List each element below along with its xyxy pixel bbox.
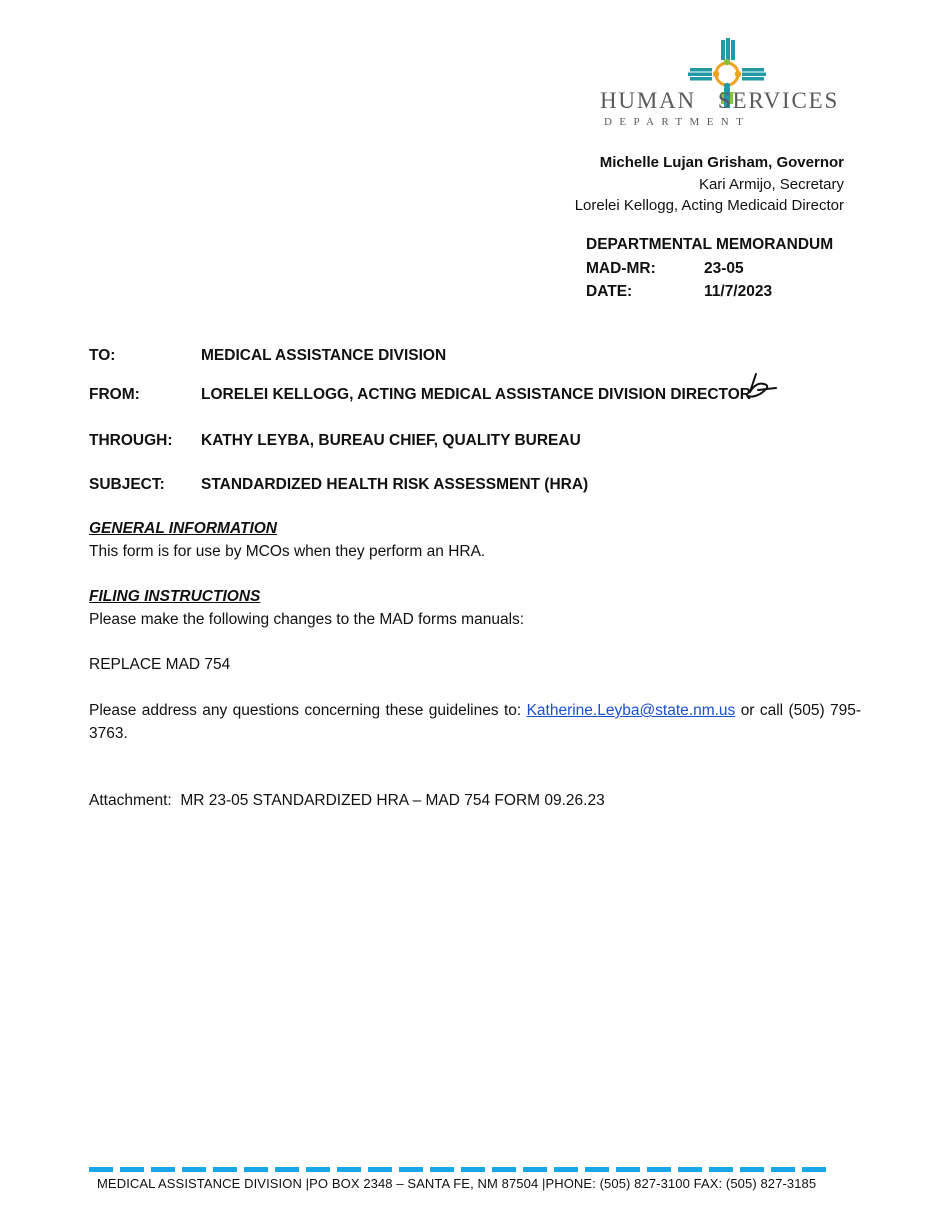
to-label: TO: [89, 347, 116, 364]
memo-number-value: 23-05 [704, 259, 744, 277]
through-value: KATHY LEYBA, BUREAU CHIEF, QUALITY BUREAU [201, 432, 581, 449]
through-field [89, 432, 581, 450]
memo-date-value: 11/7/2023 [704, 283, 773, 300]
subject-label: SUBJECT: [89, 476, 165, 493]
from-label: FROM: [89, 386, 140, 403]
memo-number-row [586, 257, 833, 281]
filing-text: Please make the following changes to the MAD forms manuals: [89, 610, 525, 628]
contact-suffix: or call (505) 795-3763. [89, 702, 862, 742]
to-field [89, 347, 446, 365]
contact-prefix: Please address any questions concerning these guidelines to: [89, 702, 522, 719]
replace-instruction: REPLACE MAD 754 [89, 656, 231, 673]
logo-word-human: HUMAN [600, 88, 696, 113]
general-section [89, 518, 485, 563]
governor-name: Michelle Lujan Grisham, Governor [599, 154, 844, 171]
general-text: This form is for use by MCOs when they perform an HRA. [89, 542, 486, 560]
subject-field [89, 476, 588, 494]
footer-divider [89, 1167, 831, 1172]
through-label: THROUGH: [89, 432, 173, 449]
memo-number-label: MAD-MR: [586, 259, 656, 277]
from-field [89, 386, 751, 404]
general-heading: GENERAL INFORMATION [89, 520, 278, 537]
footer-address: MEDICAL ASSISTANCE DIVISION |PO BOX 2348 – SANTA FE, NM 87504 |PHONE: (505) 827-3100 FAX: (505) 827-3185 [97, 1176, 817, 1191]
subject-value: STANDARDIZED HEALTH RISK ASSESSMENT (HRA) [201, 476, 589, 493]
filing-section [89, 586, 524, 631]
from-value: LORELEI KELLOGG, ACTING MEDICAL ASSISTANCE DIVISION DIRECTOR [201, 386, 751, 403]
contact-paragraph [89, 699, 861, 745]
contact-email-link[interactable]: Katherine.Leyba@state.nm.us [526, 702, 736, 719]
memo-title: DEPARTMENTAL MEMORANDUM [586, 236, 834, 253]
logo-subtitle: DEPARTMENT [604, 116, 751, 128]
officials-block [575, 152, 844, 217]
initials-signature [742, 372, 780, 400]
to-value: MEDICAL ASSISTANCE DIVISION [201, 347, 447, 364]
memo-date-row [586, 280, 833, 304]
memo-block [586, 233, 833, 304]
filing-heading: FILING INSTRUCTIONS [89, 588, 261, 605]
logo-wordmark [600, 88, 856, 114]
memo-date-label: DATE: [586, 283, 633, 300]
director-name: Lorelei Kellogg, Acting Medicaid Director [574, 197, 844, 214]
attachment-line: Attachment: MR 23-05 STANDARDIZED HRA – MAD 754 FORM 09.26.23 [89, 792, 605, 809]
logo-word-services: SERVICES [717, 88, 840, 113]
secretary-name: Kari Armijo, Secretary [698, 175, 844, 193]
